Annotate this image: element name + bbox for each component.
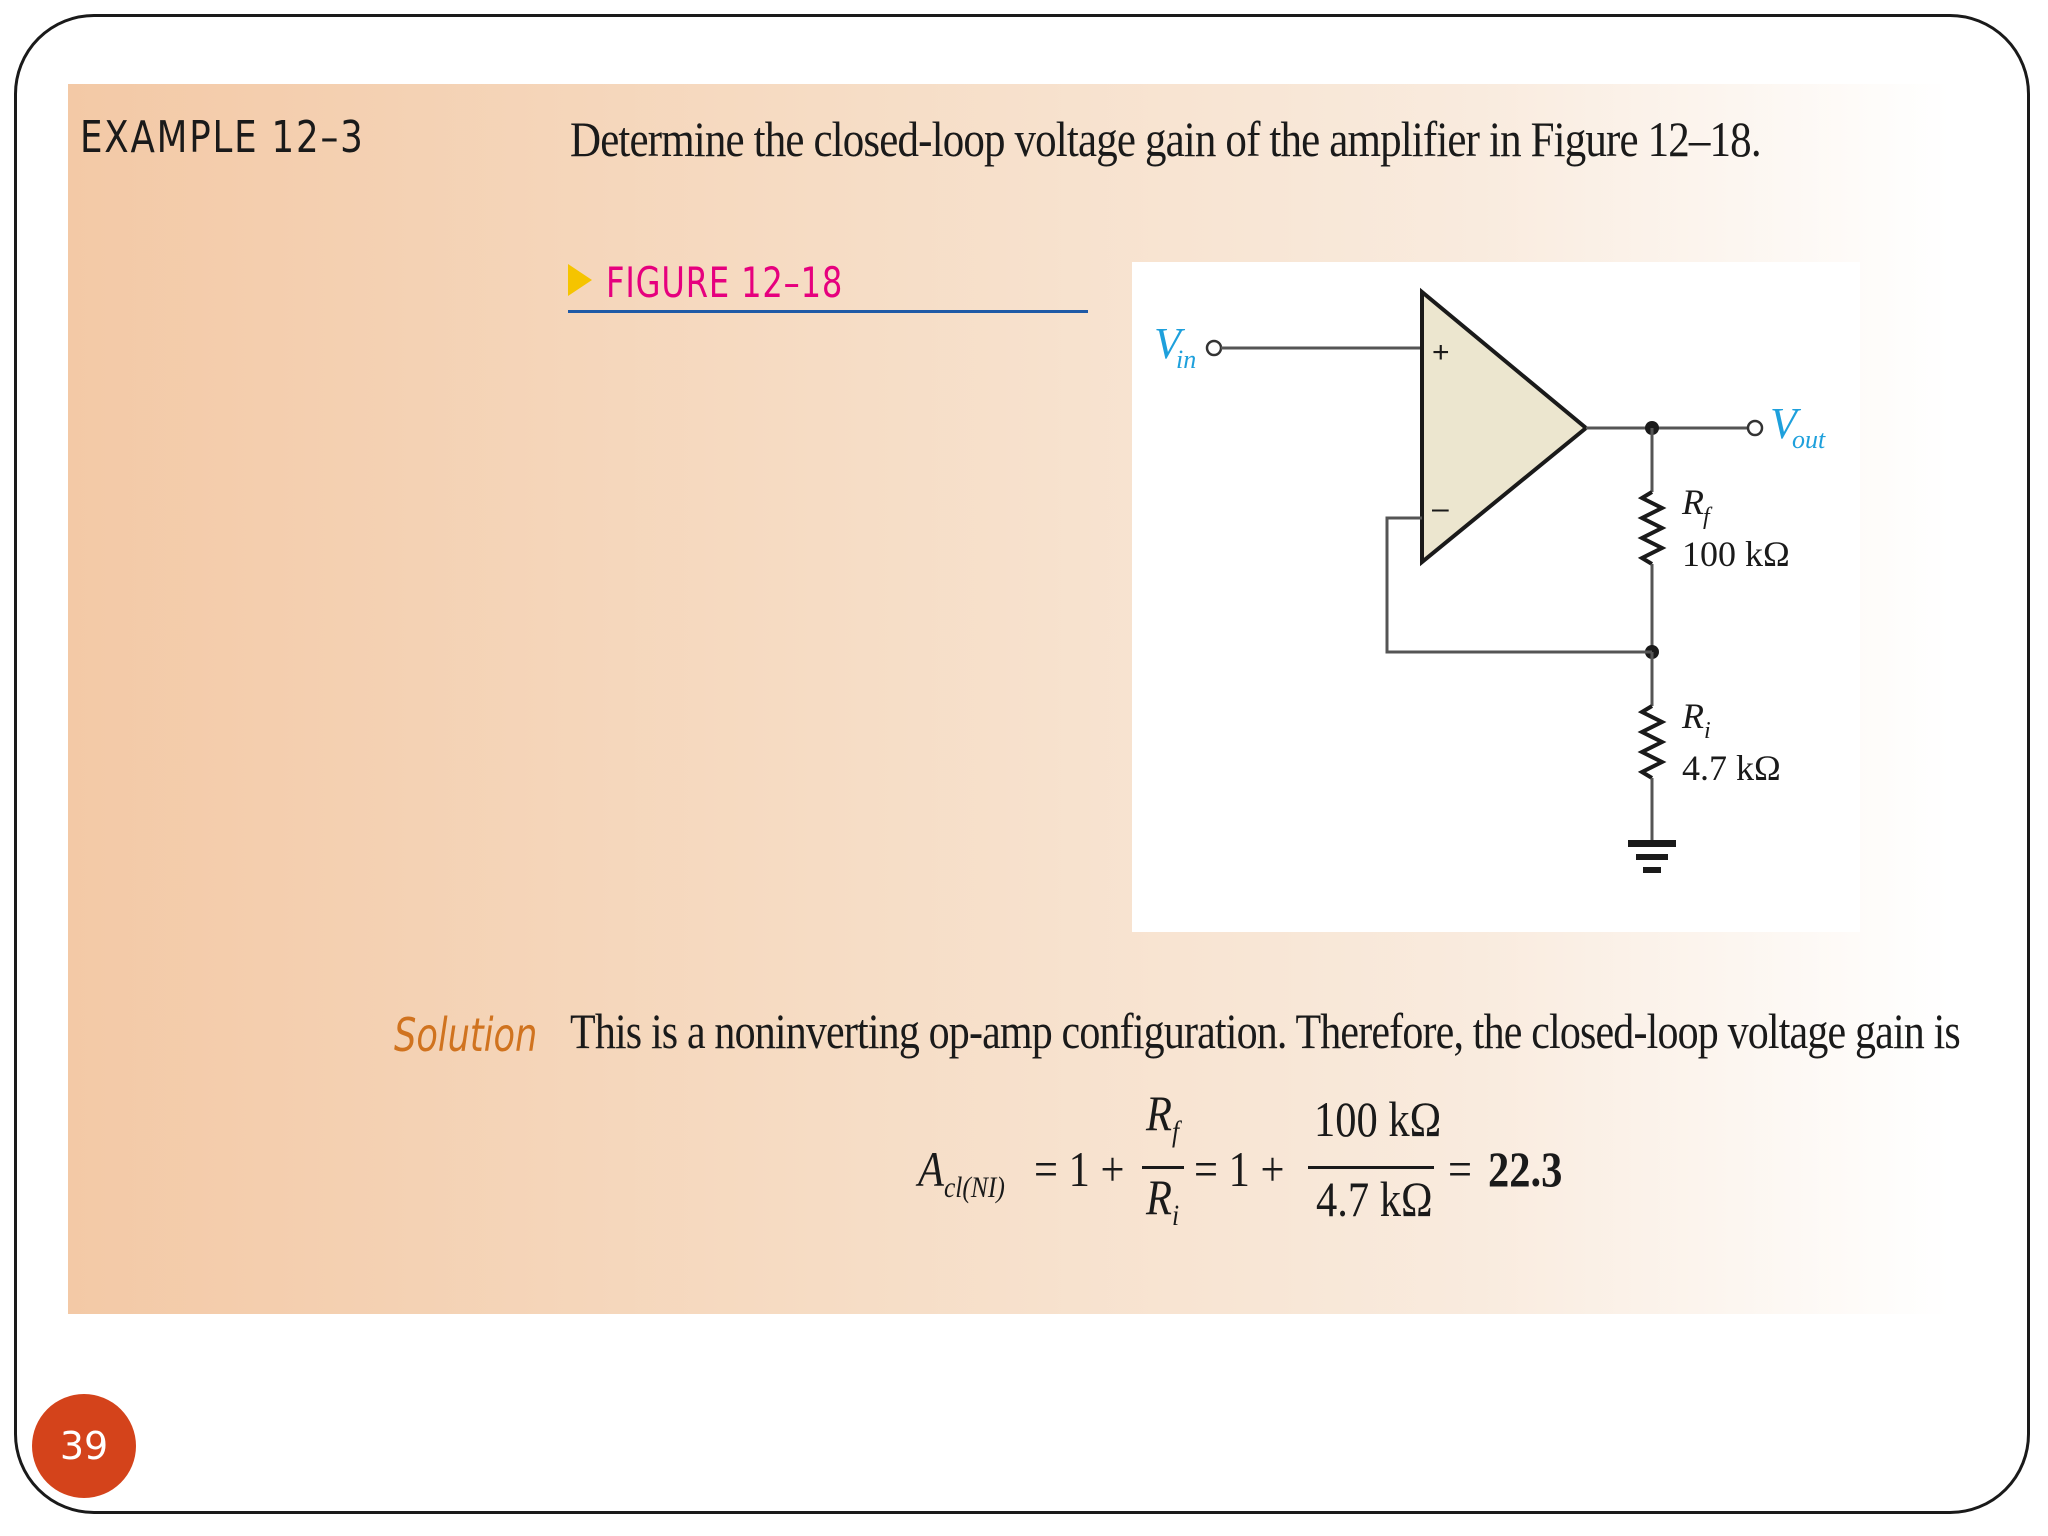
example-panel [68,84,1960,1314]
figure-caption [568,258,1088,313]
equation-lhs [918,1140,1005,1205]
num1-symbol: R [1146,1085,1172,1141]
ri-resistor [1642,706,1662,778]
equation-eq1: = 1 + [1034,1141,1125,1197]
problem-statement: Determine the closed-loop voltage gain of the amplifier in Figure 12–18. [570,111,1761,167]
opamp-minus-sign: – [1432,492,1449,525]
ground-icon-bar-3 [1643,867,1661,873]
vin-label: V [1154,319,1181,368]
ground-icon-bar-2 [1636,854,1668,860]
ri-label-sub: i [1704,718,1711,744]
figure-caption-text: FIGURE 12–18 [606,258,844,307]
num1-subscript: f [1171,1115,1180,1148]
ri-label: R [1682,696,1704,736]
fraction2-denominator: 4.7 kΩ [1316,1171,1433,1227]
vout-terminal [1748,421,1762,435]
vin-terminal [1207,341,1221,355]
den1-subscript: i [1171,1199,1180,1232]
lhs-subscript: cl(NI) [943,1171,1005,1204]
den1-symbol: R [1146,1169,1172,1225]
vin-label-sub: in [1176,345,1197,374]
caption-arrow-icon [568,264,592,296]
equation-eq2: = 1 + [1194,1141,1285,1197]
lhs-symbol: A [918,1141,944,1197]
vout-label-sub: out [1792,425,1826,454]
equation-eq3: = [1448,1141,1472,1197]
fraction2-bar [1308,1166,1434,1169]
rf-label-sub: f [1703,504,1710,530]
example-title: EXAMPLE 12–3 [80,112,365,163]
circuit-svg [1132,262,1860,932]
ri-value: 4.7 kΩ [1682,748,1781,788]
vout-label: V [1770,399,1797,448]
rf-label: R [1682,482,1704,522]
page-number-badge: 39 [32,1394,136,1498]
ground-icon [1628,840,1676,847]
gain-equation [918,1084,1718,1244]
solution-label: Solution [394,1008,538,1062]
fraction1-denominator [1146,1168,1179,1233]
rf-resistor [1642,492,1662,564]
rf-value: 100 kΩ [1682,534,1790,574]
equation-result: 22.3 [1488,1141,1563,1197]
opamp-plus-sign: + [1432,336,1450,369]
fraction2-numerator: 100 kΩ [1314,1091,1442,1147]
fraction1-numerator [1146,1084,1179,1149]
solution-text: This is a noninverting op-amp configuration. Therefore, the closed-loop voltage gain is [570,1003,1960,1059]
circuit-diagram [1132,262,1860,932]
